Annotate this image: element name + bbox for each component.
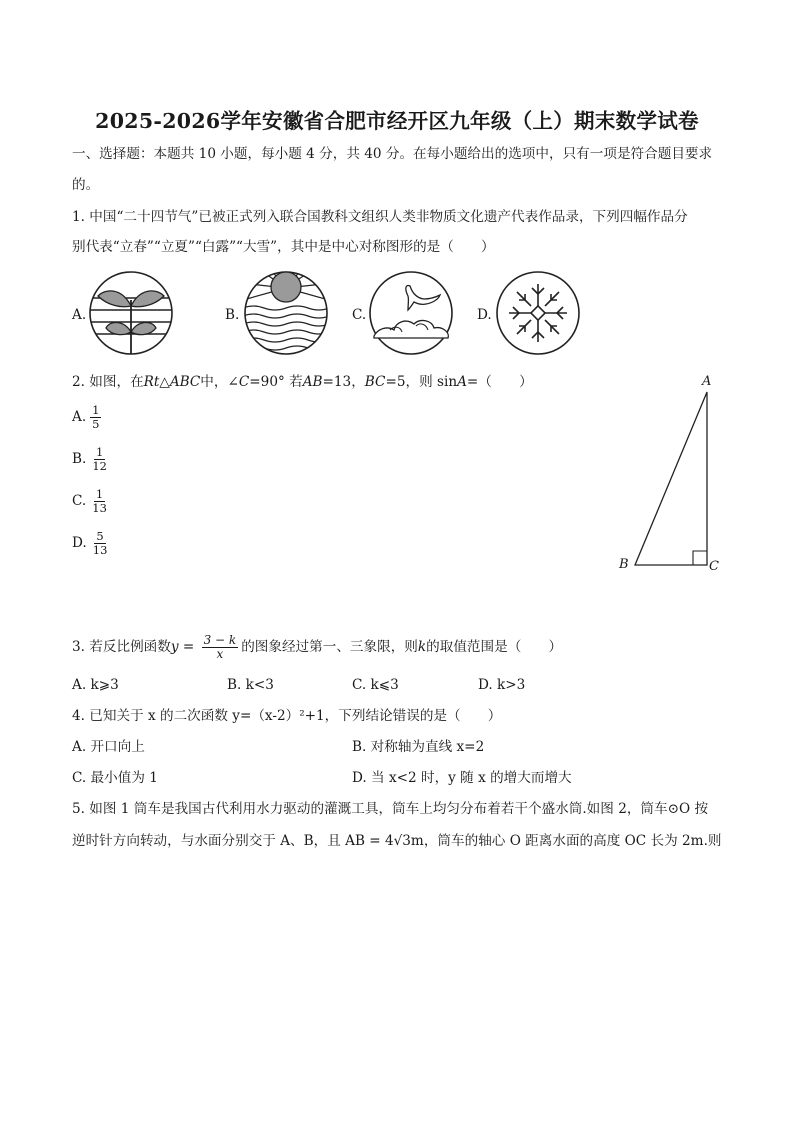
q4-option-b: B. 对称轴为直线 x=2 xyxy=(352,739,485,755)
q2-option-d-label: D. xyxy=(72,535,87,551)
q3-option-d: D. k>3 xyxy=(478,677,526,693)
q2-option-c xyxy=(72,488,109,515)
q2-option-a-fraction: $\frac{1}{5}$ xyxy=(92,403,100,431)
q5-line-1: 5. 如图 1 筒车是我国古代利用水力驱动的灌溉工具，筒车上均匀分布着若干个盛水筒.如图 2，筒车⊙O 按 xyxy=(72,801,709,817)
q2-ab: AB xyxy=(302,374,323,390)
section-header-line-2: 的。 xyxy=(72,177,100,193)
q2-a: A xyxy=(457,374,467,390)
q3-text-mid: 的图象经过第一、三象限，则 xyxy=(241,639,418,655)
q2-option-d xyxy=(72,530,109,557)
q2-text-mid4: =5，则 sin xyxy=(385,374,458,390)
q1-line-1: 1. 中国“二十四节气”已被正式列入联合国教科文组织人类非物质文化遗产代表作品录，下列四幅作品分 xyxy=(72,209,688,225)
q1-line-2: 别代表“立春”“立夏”“白露”“大雪”，其中是中心对称图形的是（ ） xyxy=(72,239,495,255)
q1-option-a-label: A. xyxy=(72,307,87,323)
q2-bc: BC xyxy=(364,374,386,390)
q2-stem xyxy=(72,372,533,392)
q5-line-2: 逆时针方向转动，与水面分别交于 A、B，且 AB = 4√3m，筒车的轴心 O 距离水面的高度 OC 长为 2m.则 xyxy=(72,833,722,849)
q2-option-c-fraction: $\frac{1}{13}$ xyxy=(92,487,107,515)
q3-k: k xyxy=(417,639,427,655)
q3-option-b: B. k<3 xyxy=(227,677,274,693)
q1-option-b-label: B. xyxy=(225,307,240,323)
q2-triangle: △ABC xyxy=(159,374,201,390)
q2-option-a-label: A. xyxy=(72,409,87,425)
spring-sprout-icon xyxy=(88,270,174,356)
q4-stem: 4. 已知关于 x 的二次函数 y=（x-2）²+1，下列结论错误的是（ ） xyxy=(72,708,502,724)
q3-fraction: $\frac{3 - k}{x}$ xyxy=(203,633,237,661)
section-header-line-1: 一、选择题：本题共 10 小题，每小题 4 分，共 40 分。在每小题给出的选项中，只有一项是符合题目要求 xyxy=(72,146,713,162)
q3-option-a: A. k⩾3 xyxy=(72,677,119,693)
q3-option-c: C. k⩽3 xyxy=(352,677,399,693)
q3-text-prefix: 3. 若反比例函数 xyxy=(72,639,171,655)
q2-option-d-fraction: $\frac{5}{13}$ xyxy=(92,529,108,557)
q2-text-prefix: 2. 如图，在 xyxy=(72,374,144,390)
q2-right-triangle-figure xyxy=(612,372,732,584)
q3-stem xyxy=(72,632,562,662)
q1-option-d-label: D. xyxy=(477,307,492,323)
q4-option-c: C. 最小值为 1 xyxy=(72,770,158,786)
q2-figure-label-a: A xyxy=(702,374,712,389)
q3-text-end: 的取值范围是（ ） xyxy=(426,639,563,655)
q2-figure-label-b: B xyxy=(619,557,629,572)
white-dew-bird-icon xyxy=(368,270,454,356)
q2-figure-label-c: C xyxy=(709,559,719,574)
heavy-snow-snowflake-icon xyxy=(495,270,581,356)
q1-option-c-label: C. xyxy=(352,307,367,323)
q4-option-a: A. 开口向上 xyxy=(72,739,145,755)
q2-text-mid1: 中，∠ xyxy=(200,374,239,390)
q4-option-d: D. 当 x<2 时，y 随 x 的增大而增大 xyxy=(352,770,572,786)
q3-eq: = xyxy=(178,639,199,655)
q2-option-b xyxy=(72,446,109,473)
q3-y: y xyxy=(170,639,179,655)
q2-text-mid2: =90° 若 xyxy=(249,374,303,390)
q2-rt: Rt xyxy=(143,374,160,390)
summer-sun-icon xyxy=(243,270,329,356)
q2-option-b-label: B. xyxy=(72,451,87,467)
q2-option-b-fraction: $\frac{1}{12}$ xyxy=(92,445,107,473)
page-title: 2025-2026学年安徽省合肥市经开区九年级（上）期末数学试卷 xyxy=(95,109,699,133)
q2-angle-c: C xyxy=(238,374,250,390)
q2-text-mid3: =13， xyxy=(322,374,365,390)
q2-text-end: =（ ） xyxy=(466,374,533,390)
q2-option-c-label: C. xyxy=(72,493,87,509)
q2-option-a xyxy=(72,404,101,431)
